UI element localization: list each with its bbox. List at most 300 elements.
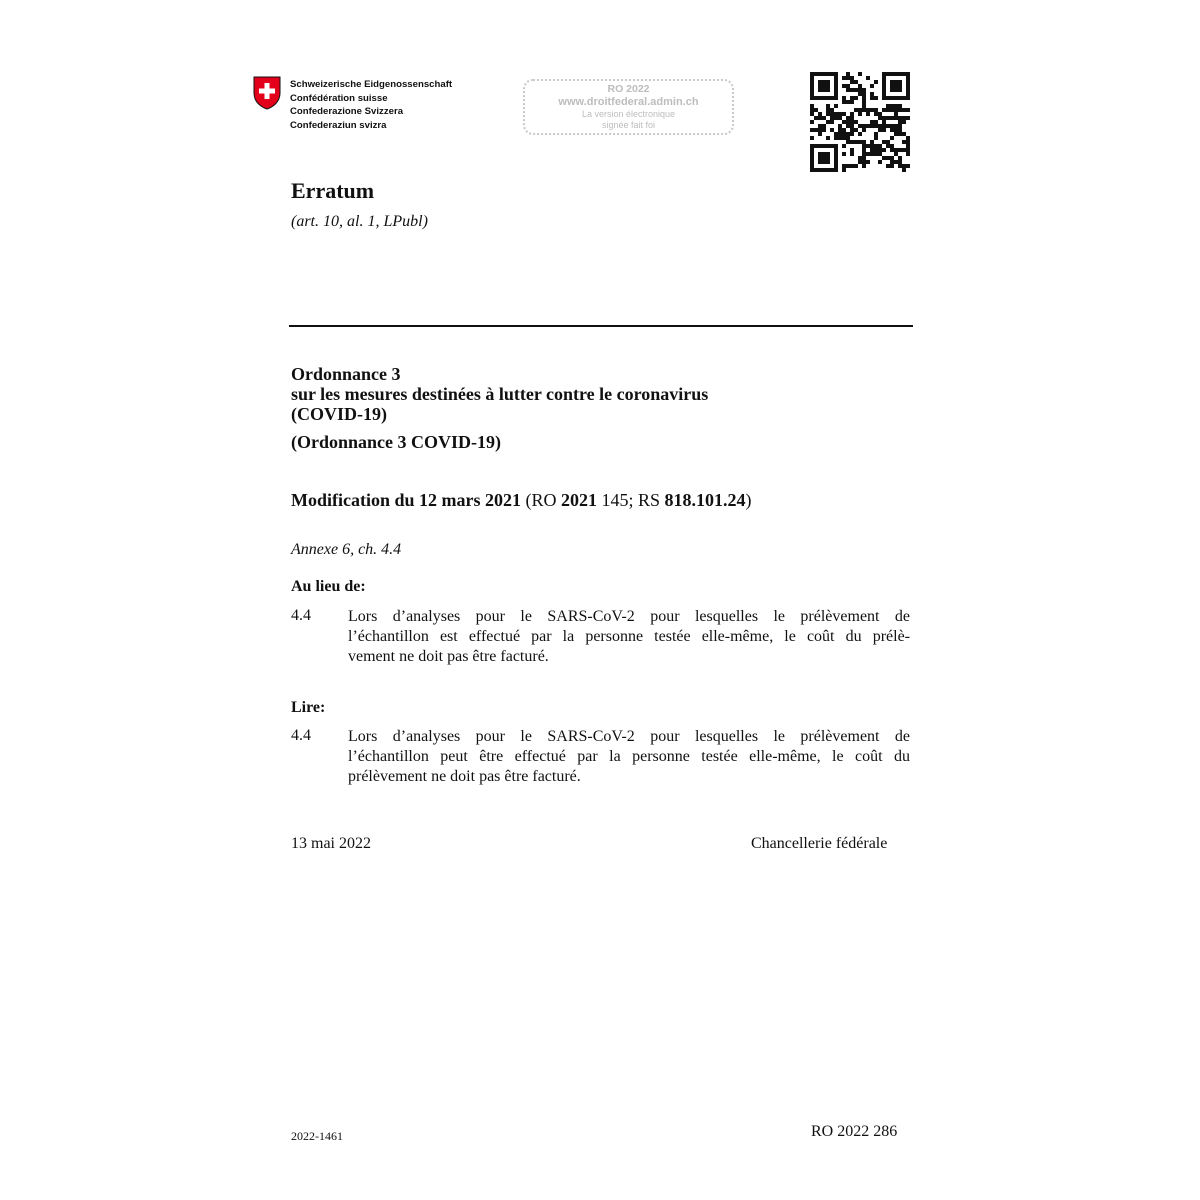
qr-module	[826, 72, 830, 76]
qr-module	[858, 112, 862, 116]
qr-module	[834, 156, 838, 160]
qr-module	[902, 96, 906, 100]
qr-module	[886, 116, 890, 120]
qr-module	[898, 160, 902, 164]
qr-module	[822, 116, 826, 120]
read-item-line: Lors d’analyses pour le SARS-CoV-2 pour lesquelles le prélèvement de	[348, 728, 910, 745]
qr-module	[882, 88, 886, 92]
qr-module	[810, 120, 814, 124]
qr-module	[830, 72, 834, 76]
qr-module	[898, 132, 902, 136]
horizontal-divider	[289, 325, 913, 327]
qr-module	[870, 124, 874, 128]
qr-module	[814, 144, 818, 148]
qr-module	[810, 84, 814, 88]
qr-module	[834, 76, 838, 80]
qr-module	[834, 152, 838, 156]
qr-module	[850, 152, 854, 156]
qr-module	[882, 124, 886, 128]
qr-module	[854, 80, 858, 84]
qr-module	[898, 124, 902, 128]
qr-module	[810, 96, 814, 100]
qr-module	[886, 104, 890, 108]
footer-publication: RO 2022 286	[811, 1123, 898, 1140]
qr-module	[898, 104, 902, 108]
qr-module	[810, 164, 814, 168]
qr-module	[850, 88, 854, 92]
qr-module	[882, 96, 886, 100]
qr-module	[878, 148, 882, 152]
qr-module	[842, 96, 846, 100]
qr-module	[862, 164, 866, 168]
qr-module	[882, 128, 886, 132]
qr-module	[878, 160, 882, 164]
qr-module	[878, 152, 882, 156]
qr-module	[810, 76, 814, 80]
qr-module	[810, 104, 814, 108]
qr-module	[894, 128, 898, 132]
qr-module	[882, 148, 886, 152]
qr-module	[906, 140, 910, 144]
qr-module	[822, 168, 826, 172]
qr-module	[814, 72, 818, 76]
qr-module	[810, 152, 814, 156]
qr-module	[842, 144, 846, 148]
stamp-url: www.droitfederal.admin.ch	[558, 96, 699, 108]
qr-module	[902, 148, 906, 152]
qr-module	[874, 80, 878, 84]
document-date: 13 mai 2022	[291, 835, 371, 852]
qr-module	[826, 168, 830, 172]
qr-module	[898, 148, 902, 152]
read-item-line: l’échantillon peut être effectué par la personne testée elle-même, le coût du	[348, 748, 910, 765]
qr-module	[826, 104, 830, 108]
qr-module	[870, 152, 874, 156]
qr-module	[838, 136, 842, 140]
modification-label: Modification du 12 mars 2021	[291, 490, 522, 510]
qr-module	[826, 108, 830, 112]
qr-module	[902, 116, 906, 120]
qr-module	[906, 136, 910, 140]
qr-module	[894, 72, 898, 76]
qr-module	[898, 156, 902, 160]
ordinance-title-line: (COVID-19)	[291, 404, 387, 424]
qr-module	[898, 88, 902, 92]
qr-module	[830, 96, 834, 100]
qr-module	[902, 140, 906, 144]
qr-module	[818, 144, 822, 148]
qr-module	[862, 152, 866, 156]
qr-module	[894, 88, 898, 92]
qr-module	[898, 72, 902, 76]
instead-item-text	[348, 607, 910, 667]
qr-module	[894, 132, 898, 136]
qr-code-icon	[810, 72, 910, 172]
instead-item-number: 4.4	[291, 607, 311, 624]
qr-module	[862, 144, 866, 148]
qr-module	[822, 124, 826, 128]
swiss-cross-shield-icon	[252, 76, 282, 110]
qr-module	[870, 120, 874, 124]
qr-module	[850, 80, 854, 84]
qr-module	[882, 92, 886, 96]
qr-module	[906, 92, 910, 96]
qr-module	[882, 84, 886, 88]
qr-module	[890, 104, 894, 108]
qr-module	[842, 112, 846, 116]
qr-module	[870, 96, 874, 100]
qr-module	[862, 160, 866, 164]
modification-ro-year: 2021	[561, 490, 598, 510]
qr-module	[866, 124, 870, 128]
qr-module	[894, 124, 898, 128]
qr-module	[842, 152, 846, 156]
qr-module	[850, 100, 854, 104]
qr-module	[902, 108, 906, 112]
qr-module	[874, 120, 878, 124]
qr-module	[818, 124, 822, 128]
qr-module	[886, 140, 890, 144]
qr-module	[830, 168, 834, 172]
qr-module	[818, 72, 822, 76]
qr-module	[842, 132, 846, 136]
qr-module	[890, 136, 894, 140]
qr-module	[906, 84, 910, 88]
qr-module	[822, 88, 826, 92]
qr-module	[906, 164, 910, 168]
stamp-note-1: La version électronique	[581, 109, 676, 119]
qr-module	[850, 148, 854, 152]
qr-module	[890, 128, 894, 132]
qr-module	[838, 112, 842, 116]
qr-module	[858, 72, 862, 76]
qr-module	[842, 120, 846, 124]
qr-module	[810, 148, 814, 152]
qr-module	[890, 148, 894, 152]
qr-module	[890, 144, 894, 148]
qr-module	[858, 88, 862, 92]
qr-module	[862, 92, 866, 96]
confederation-name-it: Confederazione Svizzera	[290, 106, 404, 117]
modification-ro-prefix: (RO	[521, 490, 562, 510]
qr-module	[834, 84, 838, 88]
qr-module	[842, 136, 846, 140]
qr-module	[838, 132, 842, 136]
qr-module	[886, 72, 890, 76]
qr-module	[874, 108, 878, 112]
qr-module	[882, 80, 886, 84]
qr-module	[846, 164, 850, 168]
qr-module	[850, 76, 854, 80]
qr-module	[842, 164, 846, 168]
qr-module	[822, 156, 826, 160]
qr-module	[834, 164, 838, 168]
qr-module	[862, 140, 866, 144]
footer-reference: 2022-1461	[291, 1129, 343, 1143]
instead-item-line: vement ne doit pas être facturé.	[348, 648, 549, 665]
qr-module	[810, 160, 814, 164]
qr-module	[898, 84, 902, 88]
qr-module	[822, 84, 826, 88]
qr-module	[826, 136, 830, 140]
qr-module	[890, 116, 894, 120]
qr-module	[898, 116, 902, 120]
qr-module	[814, 96, 818, 100]
qr-module	[818, 132, 822, 136]
qr-module	[810, 80, 814, 84]
issuing-authority: Chancellerie fédérale	[751, 835, 888, 852]
instead-of-label: Au lieu de:	[291, 578, 366, 595]
qr-module	[902, 120, 906, 124]
qr-module	[838, 128, 842, 132]
document-title: Erratum	[291, 178, 375, 203]
qr-module	[858, 124, 862, 128]
qr-module	[810, 92, 814, 96]
qr-module	[830, 128, 834, 132]
qr-module	[906, 116, 910, 120]
qr-module	[842, 100, 846, 104]
qr-module	[830, 112, 834, 116]
read-item-number: 4.4	[291, 727, 311, 744]
stamp-note-2: signée fait foi	[601, 120, 656, 130]
qr-module	[810, 168, 814, 172]
ordinance-title	[291, 364, 708, 424]
qr-module	[866, 112, 870, 116]
qr-module	[870, 84, 874, 88]
qr-module	[846, 136, 850, 140]
ordinance-title-line: sur les mesures destinées à lutter contre le coronavirus	[291, 384, 709, 404]
qr-module	[906, 72, 910, 76]
qr-module	[818, 112, 822, 116]
qr-module	[890, 124, 894, 128]
qr-module	[818, 156, 822, 160]
qr-module	[854, 88, 858, 92]
qr-module	[834, 144, 838, 148]
qr-module	[894, 108, 898, 112]
qr-module	[854, 108, 858, 112]
qr-module	[890, 84, 894, 88]
qr-module	[834, 148, 838, 152]
qr-module	[866, 108, 870, 112]
instead-item-line: Lors d’analyses pour le SARS-CoV-2 pour lesquelles le prélèvement de	[348, 608, 910, 625]
qr-module	[854, 164, 858, 168]
qr-module	[854, 96, 858, 100]
qr-module	[818, 168, 822, 172]
qr-module	[882, 108, 886, 112]
qr-module	[810, 88, 814, 92]
qr-module	[906, 152, 910, 156]
qr-module	[874, 112, 878, 116]
qr-module	[858, 140, 862, 144]
qr-module	[814, 108, 818, 112]
qr-module	[886, 144, 890, 148]
qr-module	[850, 112, 854, 116]
qr-module	[858, 132, 862, 136]
qr-module	[818, 116, 822, 120]
qr-module	[822, 72, 826, 76]
qr-module	[894, 80, 898, 84]
qr-module	[822, 128, 826, 132]
qr-module	[830, 120, 834, 124]
qr-module	[894, 84, 898, 88]
qr-module	[810, 112, 814, 116]
qr-module	[870, 140, 874, 144]
qr-module	[810, 144, 814, 148]
qr-module	[846, 140, 850, 144]
qr-module	[878, 128, 882, 132]
qr-module	[838, 124, 842, 128]
qr-module	[822, 160, 826, 164]
qr-module	[842, 76, 846, 80]
qr-module	[818, 128, 822, 132]
qr-module	[890, 96, 894, 100]
qr-module	[850, 120, 854, 124]
qr-module	[898, 80, 902, 84]
qr-module	[830, 108, 834, 112]
qr-module	[826, 144, 830, 148]
modification-line	[291, 490, 752, 511]
read-label: Lire:	[291, 699, 326, 716]
qr-module	[854, 140, 858, 144]
qr-module	[894, 148, 898, 152]
qr-module	[874, 136, 878, 140]
qr-module	[846, 88, 850, 92]
qr-module	[846, 120, 850, 124]
qr-module	[870, 148, 874, 152]
qr-module	[882, 140, 886, 144]
ordinance-title-line: Ordonnance 3	[291, 364, 401, 384]
modification-suffix: )	[745, 490, 752, 510]
instead-item-line: l’échantillon est effectué par la personne testée elle-même, le coût du prélè-	[348, 628, 910, 645]
qr-module	[846, 76, 850, 80]
qr-module	[842, 128, 846, 132]
qr-module	[826, 84, 830, 88]
modification-ro-page: 145; RS	[597, 490, 665, 510]
qr-module	[878, 116, 882, 120]
qr-module	[866, 160, 870, 164]
qr-module	[830, 116, 834, 120]
qr-module	[846, 84, 850, 88]
qr-module	[890, 164, 894, 168]
qr-module	[882, 76, 886, 80]
qr-module	[882, 116, 886, 120]
qr-module	[834, 96, 838, 100]
qr-module	[834, 72, 838, 76]
qr-module	[826, 156, 830, 160]
read-item-line: prélèvement ne doit pas être facturé.	[348, 768, 581, 785]
qr-module	[866, 76, 870, 80]
qr-module	[898, 96, 902, 100]
stamp-ro: RO 2022	[607, 83, 650, 95]
qr-module	[846, 132, 850, 136]
document-subtitle: (art. 10, al. 1, LPubl)	[291, 213, 428, 230]
qr-module	[834, 168, 838, 172]
qr-module	[834, 112, 838, 116]
qr-module	[822, 152, 826, 156]
qr-module	[810, 108, 814, 112]
qr-module	[826, 88, 830, 92]
confederation-name-fr: Confédération suisse	[290, 92, 388, 104]
qr-module	[906, 96, 910, 100]
qr-module	[898, 108, 902, 112]
qr-module	[810, 72, 814, 76]
qr-module	[866, 144, 870, 148]
qr-module	[842, 168, 846, 172]
qr-module	[810, 128, 814, 132]
qr-module	[890, 80, 894, 84]
qr-module	[906, 80, 910, 84]
read-item-text	[348, 727, 910, 787]
qr-module	[862, 96, 866, 100]
qr-module	[906, 88, 910, 92]
qr-module	[858, 92, 862, 96]
qr-module	[882, 156, 886, 160]
qr-module	[854, 128, 858, 132]
qr-module	[902, 168, 906, 172]
confederation-name-rm: Confederaziun svizra	[290, 119, 387, 131]
qr-module	[862, 88, 866, 92]
qr-module	[902, 164, 906, 168]
qr-module	[874, 124, 878, 128]
qr-module	[842, 84, 846, 88]
qr-module	[826, 120, 830, 124]
qr-module	[886, 108, 890, 112]
qr-module	[834, 132, 838, 136]
qr-module	[814, 116, 818, 120]
qr-module	[878, 124, 882, 128]
qr-module	[870, 144, 874, 148]
qr-module	[822, 144, 826, 148]
qr-module	[894, 116, 898, 120]
qr-module	[846, 72, 850, 76]
qr-module	[826, 96, 830, 100]
qr-module	[846, 116, 850, 120]
qr-module	[890, 156, 894, 160]
qr-module	[826, 112, 830, 116]
qr-module	[898, 164, 902, 168]
qr-module	[810, 156, 814, 160]
qr-module	[886, 156, 890, 160]
qr-module	[818, 80, 822, 84]
qr-module	[822, 96, 826, 100]
qr-module	[874, 96, 878, 100]
annex-reference: Annexe 6, ch. 4.4	[291, 541, 402, 558]
qr-module	[826, 152, 830, 156]
confederation-name-de: Schweizerische Eidgenossenschaft	[290, 79, 453, 90]
qr-module	[894, 160, 898, 164]
qr-module	[906, 144, 910, 148]
qr-module	[854, 120, 858, 124]
electronic-signature-stamp	[523, 79, 734, 135]
qr-module	[818, 88, 822, 92]
qr-module	[834, 136, 838, 140]
qr-module	[894, 152, 898, 156]
qr-module	[906, 108, 910, 112]
qr-module	[822, 80, 826, 84]
qr-module	[862, 148, 866, 152]
qr-module	[814, 128, 818, 132]
qr-module	[858, 160, 862, 164]
qr-module	[874, 152, 878, 156]
qr-module	[894, 96, 898, 100]
qr-module	[862, 156, 866, 160]
qr-module	[870, 108, 874, 112]
qr-module	[874, 144, 878, 148]
qr-module	[882, 120, 886, 124]
qr-module	[886, 124, 890, 128]
qr-module	[870, 92, 874, 96]
qr-module	[886, 96, 890, 100]
